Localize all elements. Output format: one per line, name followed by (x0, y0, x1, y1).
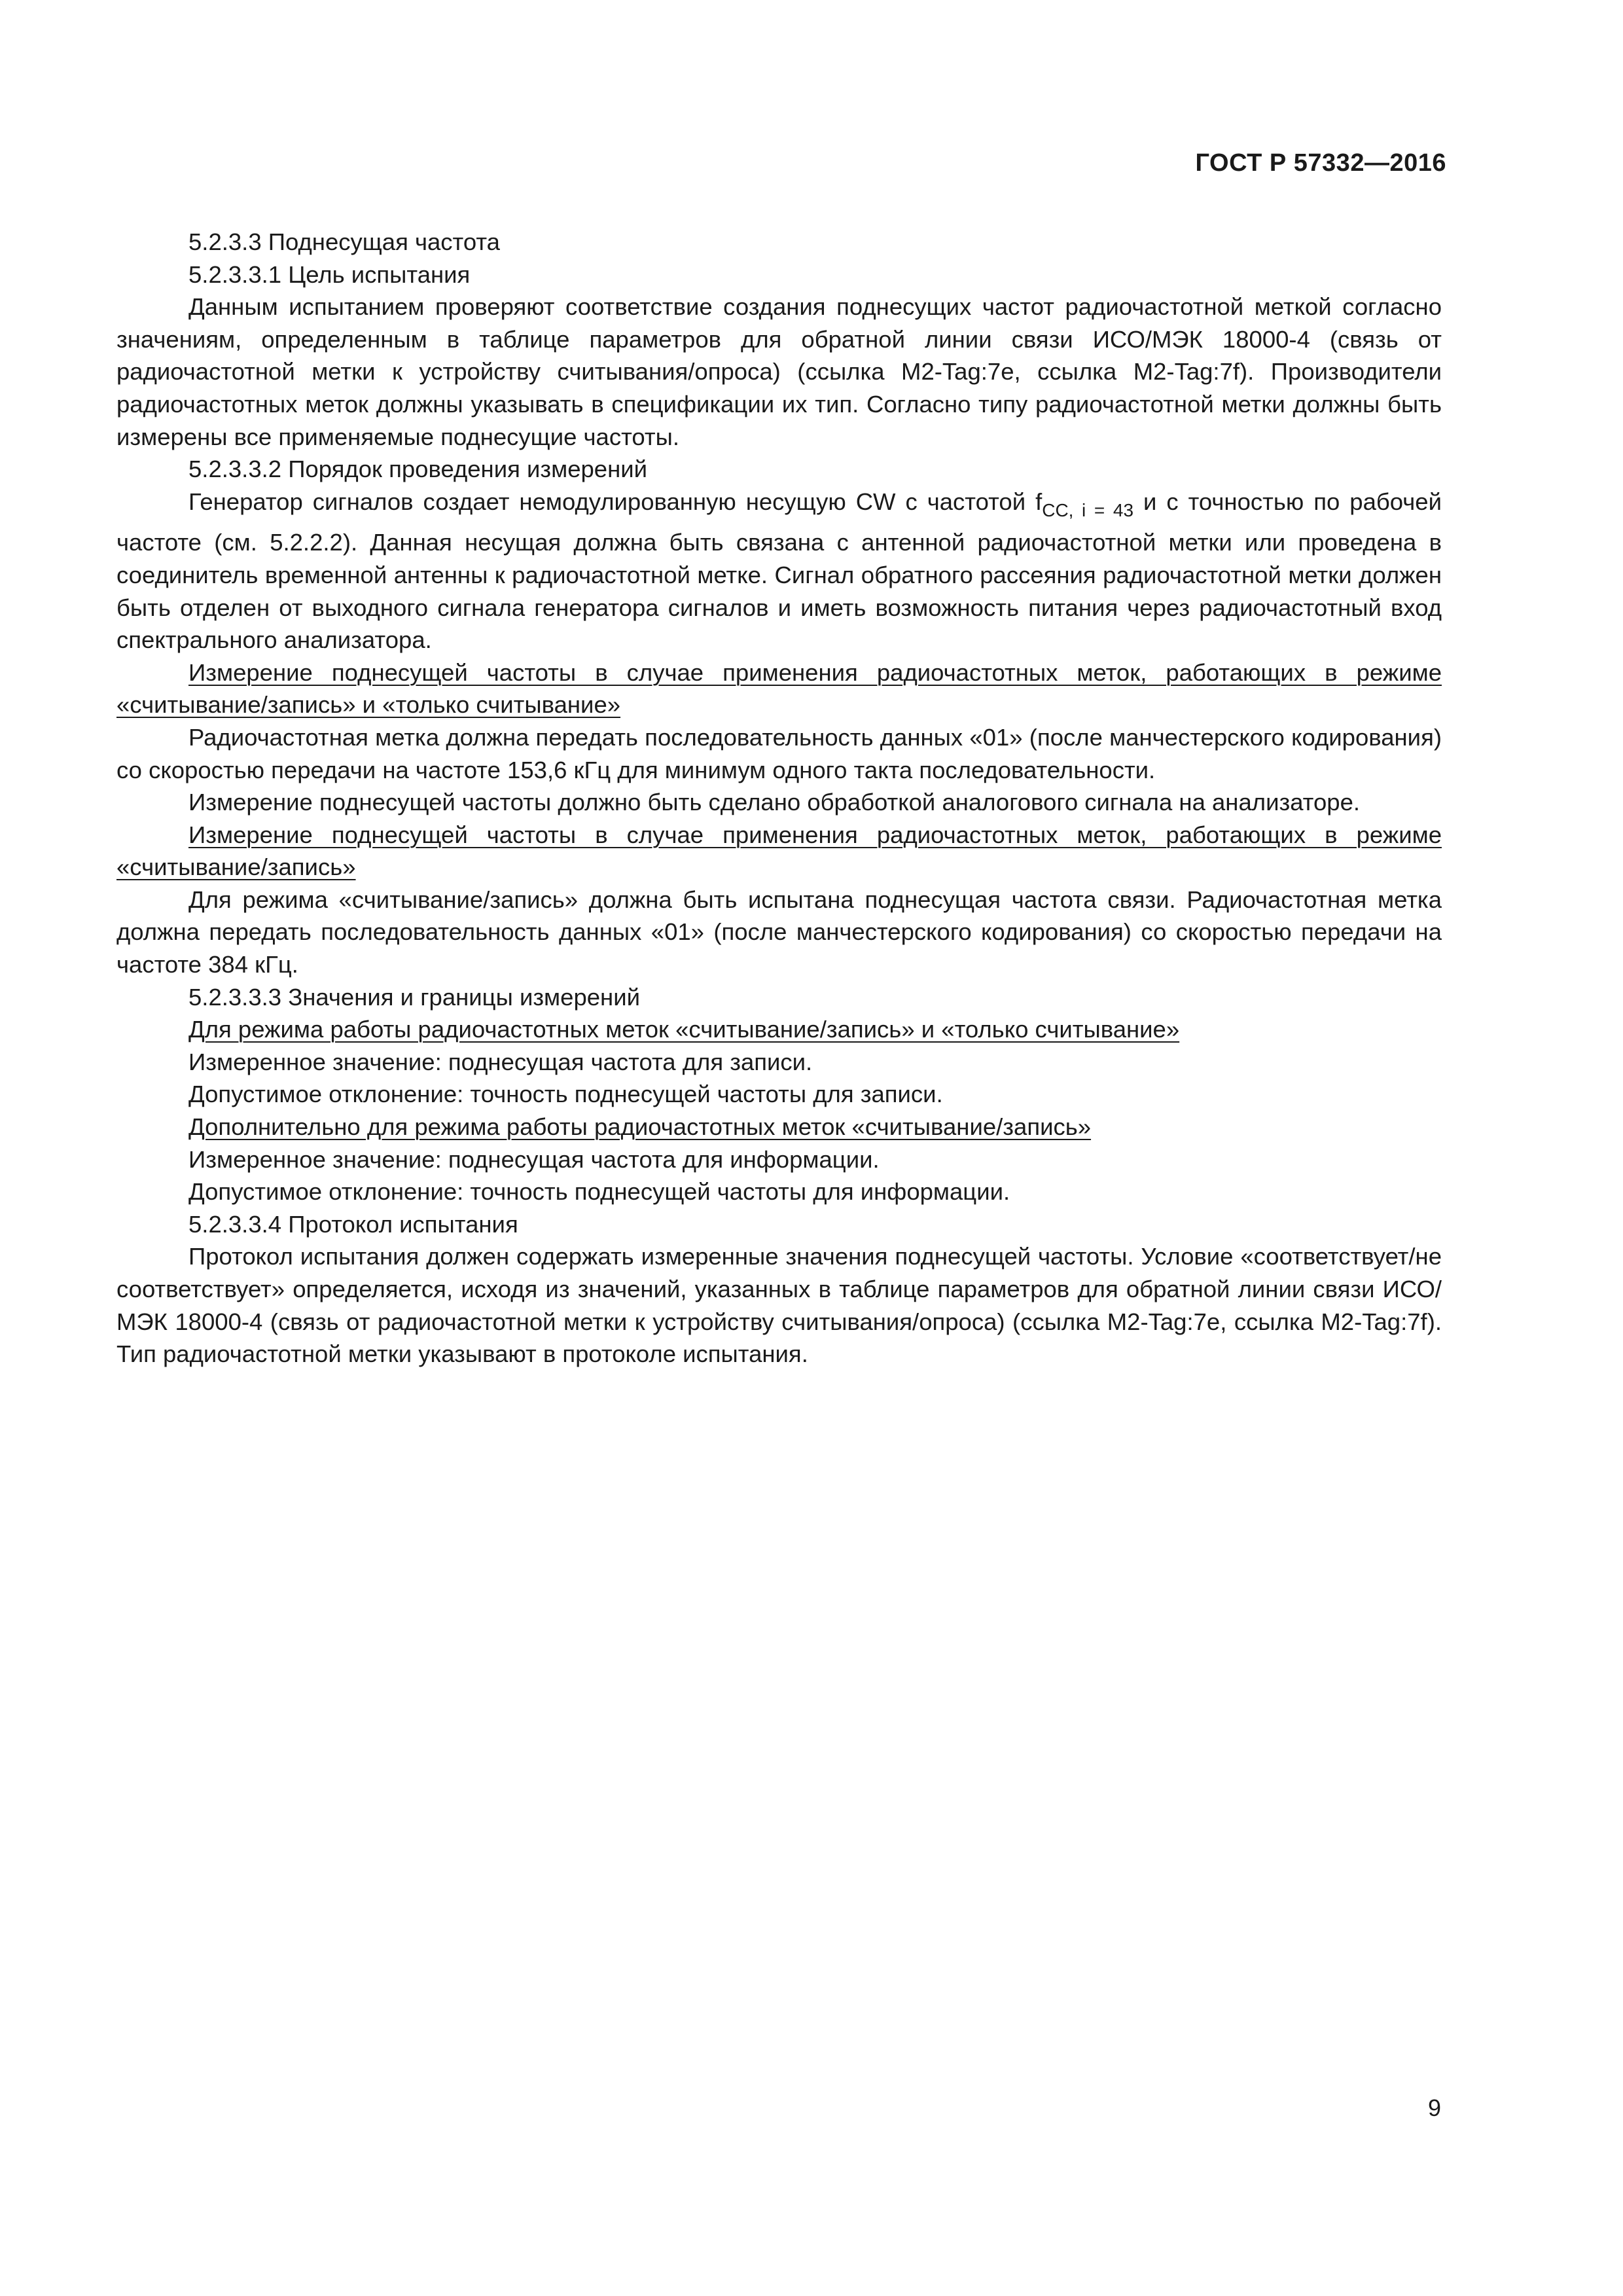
underlined-text: Измерение поднесущей частоты в случае применения радиочастотных меток, работающих в режиме «считывание/запись» (116, 821, 1442, 881)
underlined-text: Измерение поднесущей частоты в случае применения радиочастотных меток, работающих в режиме «считывание/запись» и «только считывание» (116, 658, 1442, 719)
tolerance-write: Допустимое отклонение: точность поднесущей частоты для записи. (188, 1081, 943, 1108)
underlined-subheading-read-write (116, 819, 1442, 884)
standard-designation: ГОСТ Р 57332—2016 (1195, 149, 1446, 177)
section-heading-5-2-3-3-3: 5.2.3.3.3 Значения и границы измерений (188, 983, 640, 1011)
tolerance-information: Допустимое отклонение: точность поднесущей частоты для информации. (188, 1178, 1010, 1206)
paragraph-text-after-subscript: и с точностью по рабочей частоте (см. 5.2.2.2). Данная несущая должна быть связана с антенной радиочастотной метки или проведена в соединитель временной антенны к радиочастотной метке. Сигнал обратного рассеяния радиочастотной метки должен быть отделен от выходного сигнала генератора сигналов и иметь возможность питания через радиочастотный вход спектрального анализатора. (116, 488, 1442, 654)
paragraph-test-report: Протокол испытания должен содержать измеренные значения поднесущей частоты. Условие «соответствует/не соответствует» определяется, исходя из значений, указанных в таблице параметров для обратной линии связи ИСО/МЭК 18000-4 (связь от радиочастотной метки к устройству считывания/опроса) (ссылка M2-Tag:7e, ссылка M2-Tag:7f). Тип радиочастотной метки указывают в протоколе испытания. (116, 1243, 1442, 1368)
paragraph-data-sequence-153-6: Радиочастотная метка должна передать последовательность данных «01» (после манчестерского кодирования) со скоростью передачи на частоте 153,6 кГц для минимум одного такта последовательности. (116, 723, 1442, 783)
section-heading-5-2-3-3-4: 5.2.3.3.4 Протокол испытания (188, 1210, 518, 1238)
underlined-subheading-mode-values (116, 1013, 1442, 1046)
paragraph-analog-processing: Измерение поднесущей частоты должно быть сделано обработкой аналогового сигнала на анализаторе. (188, 789, 1361, 816)
section-heading-5-2-3-3-1: 5.2.3.3.1 Цель испытания (188, 260, 471, 288)
underlined-subheading-additional (116, 1111, 1442, 1143)
section-heading-5-2-3-3: 5.2.3.3 Поднесущая частота (188, 228, 500, 255)
underlined-text: Для режима работы радиочастотных меток «считывание/запись» и «только считывание» (188, 1016, 1180, 1043)
paragraph-measurement-procedure (116, 486, 1442, 656)
measured-value-write: Измеренное значение: поднесущая частота для записи. (188, 1048, 813, 1075)
paragraph-data-sequence-384: Для режима «считывание/запись» должна быть испытана поднесущая частота связи. Радиочастотная метка должна передать последовательность данных «01» (после манчестерского кодирования) со скоростью передачи на частоте 384 кГц. (116, 886, 1442, 978)
measured-value-information: Измеренное значение: поднесущая частота для информации. (188, 1145, 880, 1173)
section-heading-5-2-3-3-2: 5.2.3.3.2 Порядок проведения измерений (188, 456, 648, 483)
page-number: 9 (1427, 2094, 1441, 2121)
paragraph-text-before-subscript: Генератор сигналов создает немодулированную несущую CW с частотой f (188, 488, 1043, 515)
frequency-subscript: CC, i = 43 (1042, 499, 1134, 520)
document-body (116, 226, 1442, 1371)
paragraph-test-purpose: Данным испытанием проверяют соответствие создания поднесущих частот радиочастотной меткой согласно значениям, определенным в таблице параметров для обратной линии связи ИСО/МЭК 18000-4 (связь от радиочастотной метки к устройству считывания/опроса) (ссылка M2-Tag:7e, ссылка M2-Tag:7f). Производители радиочастотных меток должны указывать в спецификации их тип. Согласно типу радиочастотной метки должны быть измерены все применяемые поднесущие частоты. (116, 293, 1442, 450)
underlined-text: Дополнительно для режима работы радиочастотных меток «считывание/запись» (188, 1113, 1092, 1141)
underlined-subheading-read-write-and-read-only (116, 656, 1442, 721)
